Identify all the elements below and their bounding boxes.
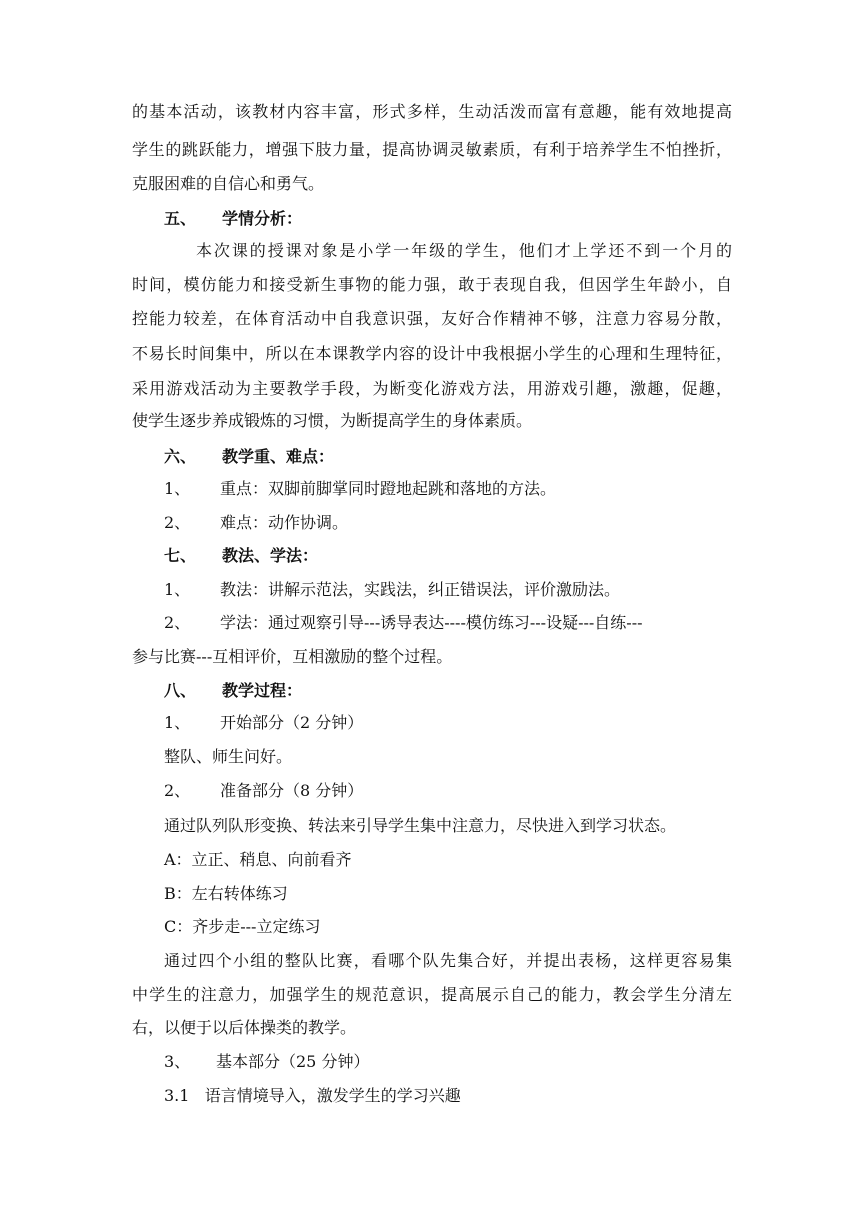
s6-item-1-text: 重点：双脚前脚掌同时蹬地起跳和落地的方法。: [220, 479, 557, 498]
section-6-title: 教学重、难点：: [222, 447, 335, 466]
section-6-heading: [164, 445, 764, 469]
section-6-number: 六、: [164, 447, 197, 466]
s8-part-2-item-b: B：左右转体练习: [164, 884, 288, 903]
s7-item-1-number: 1、: [164, 580, 191, 599]
s8-part-2-para-line-3: 右，以便于以后体操类的教学。: [132, 1018, 357, 1037]
s8-part-2-title: 准备部分（8 分钟）: [220, 781, 364, 800]
section-7-number: 七、: [164, 546, 197, 565]
section-5-number: 五、: [164, 209, 197, 228]
section-8-number: 八、: [164, 681, 197, 700]
s8-part-3: [164, 1050, 764, 1074]
section-8-heading: [164, 679, 764, 703]
s8-part-2: [164, 779, 764, 803]
s7-item-1-text: 教法：讲解示范法，实践法，纠正错误法，评价激励法。: [220, 580, 621, 599]
s8-part-3-subsection: 3.1 语言情境导入，激发学生的学习兴趣: [164, 1086, 461, 1105]
s8-part-2-item-c: C：齐步走---立定练习: [164, 917, 321, 936]
s8-part-1-body: 整队、师生问好。: [164, 747, 293, 766]
s5-line-6: 使学生逐步养成锻炼的习惯，为断提高学生的身体素质。: [132, 411, 533, 430]
s8-part-2-body: 通过队列队形变换、转法来引导学生集中注意力，尽快进入到学习状态。: [164, 816, 677, 835]
s8-part-2-para-line-2: 中学生的注意力，加强学生的规范意识，提高展示自己的能力，教会学生分清左: [132, 985, 732, 1004]
s5-line-5: 采用游戏活动为主要教学手段，为断变化游戏方法，用游戏引趣，激趣，促趣，: [132, 379, 732, 398]
s8-part-2-number: 2、: [164, 781, 191, 800]
s6-item-2-number: 2、: [164, 513, 191, 532]
section-7-heading: [164, 544, 764, 568]
s6-item-1: [164, 477, 764, 501]
s8-part-3-title: 基本部分（25 分钟）: [216, 1052, 370, 1071]
s6-item-2: [164, 511, 764, 535]
s8-part-1-title: 开始部分（2 分钟）: [220, 713, 364, 732]
s6-item-1-number: 1、: [164, 479, 191, 498]
s5-line-4: 不易长时间集中，所以在本课教学内容的设计中我根据小学生的心理和生理特征，: [132, 344, 732, 363]
intro-line-2: 学生的跳跃能力，增强下肢力量，提高协调灵敏素质，有利于培养学生不怕挫折，: [132, 140, 732, 159]
s7-item-2-continuation: 参与比赛---互相评价，互相激励的整个过程。: [132, 647, 453, 666]
s5-line-3: 控能力较差，在体育活动中自我意识强，友好合作精神不够，注意力容易分散，: [132, 309, 732, 328]
s6-item-2-text: 难点：动作协调。: [220, 513, 349, 532]
s7-item-2-number: 2、: [164, 613, 191, 632]
intro-line-1: 的基本活动，该教材内容丰富，形式多样，生动活泼而富有意趣，能有效地提高: [132, 102, 732, 121]
section-7-title: 教法、学法：: [222, 546, 319, 565]
s8-part-1: [164, 711, 764, 735]
s7-item-1: [164, 578, 764, 602]
s7-item-2: [164, 611, 764, 635]
s5-line-1: 本次课的授课对象是小学一年级的学生，他们才上学还不到一个月的: [196, 241, 732, 260]
s8-part-1-number: 1、: [164, 713, 191, 732]
s8-part-3-number: 3、: [164, 1052, 191, 1071]
section-5-title: 学情分析：: [222, 209, 303, 228]
s7-item-2-text: 学法：通过观察引导---诱导表达----模仿练习---设疑---自练---: [220, 613, 643, 632]
s8-part-2-item-a: A：立正、稍息、向前看齐: [164, 850, 352, 869]
section-8-title: 教学过程：: [222, 681, 303, 700]
section-5-heading: [164, 207, 764, 231]
s8-part-2-para-line-1: 通过四个小组的整队比赛，看哪个队先集合好，并提出表杨，这样更容易集: [164, 951, 732, 970]
s5-line-2: 时间，模仿能力和接受新生事物的能力强，敢于表现自我，但因学生年龄小，自: [132, 275, 732, 294]
intro-line-3: 克服困难的自信心和勇气。: [132, 174, 325, 193]
